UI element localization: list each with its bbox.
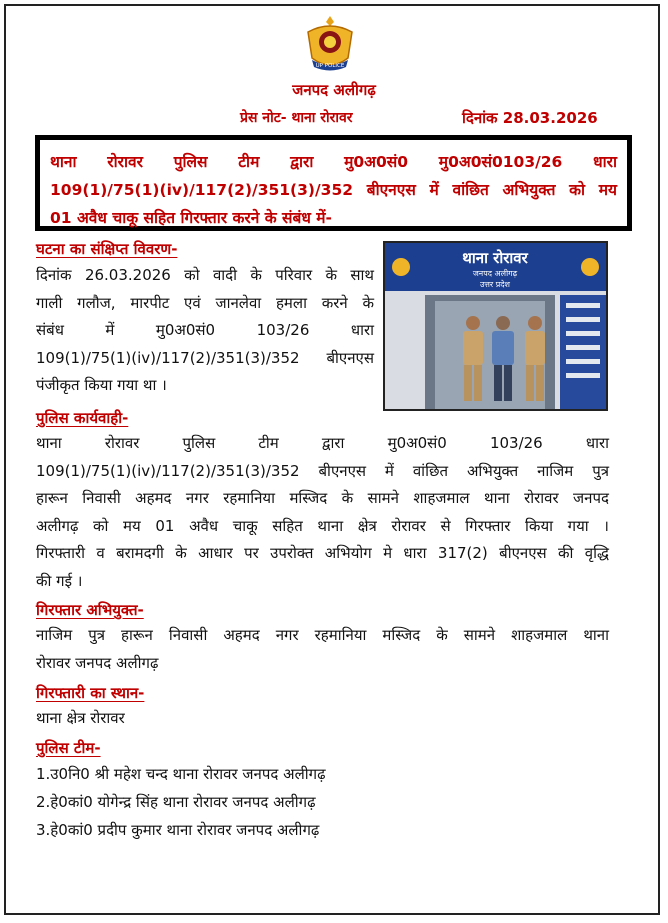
police-action-heading: पुलिस कार्यवाही- <box>36 409 129 427</box>
police-action-line: 109(1)/75(1)(iv)/117(2)/351(3)/352 बीएनएस में वांछित अभियुक्त नाजिम पुत्र <box>36 461 609 480</box>
team-list <box>36 760 326 844</box>
incident-text <box>36 262 374 400</box>
district-title: जनपद अलीगढ़ <box>292 81 376 99</box>
subject-line: थाना रोरावर पुलिस टीम द्वारा मु0अ0सं0 मु0अ0सं0103/26 धारा <box>50 153 617 171</box>
arrested-line: रोरावर जनपद अलीगढ़ <box>36 653 159 672</box>
arrested-heading: गिरफ्तार अभियुक्त- <box>36 601 144 619</box>
incident-line: गाली गलौज, मारपीट एवं जानलेवा हमला करने के <box>36 293 374 312</box>
police-action-line: अलीगढ़ को मय 01 अवैध चाकू सहित थाना क्षेत्र रोरावर से गिरफ्तार किया गया । <box>36 516 609 535</box>
incident-line: पंजीकृत किया गया था । <box>36 376 167 394</box>
press-note-date: दिनांक 28.03.2026 <box>462 109 598 127</box>
photo-sign-sub2: उत्तर प्रदेश <box>480 280 510 289</box>
arrested-line: नाजिम पुत्र हारून निवासी अहमद नगर रहमानिया मस्जिद के सामने शाहजमाल थाना <box>36 626 609 644</box>
team-heading: पुलिस टीम- <box>36 739 101 757</box>
photo-sign-title: थाना रोरावर <box>462 249 528 267</box>
press-note-title: प्रेस नोट- थाना रोरावर <box>240 110 353 126</box>
team-member: 2.हे0कां0 योगेन्द्र सिंह थाना रोरावर जनपद अलीगढ़ <box>36 793 316 811</box>
place-text: थाना क्षेत्र रोरावर <box>36 709 125 727</box>
police-action-text <box>36 430 609 595</box>
police-station-photo <box>385 243 606 409</box>
up-police-emblem <box>298 12 362 78</box>
police-action-line: थाना रोरावर पुलिस टीम द्वारा मु0अ0सं0 103/26 धारा <box>36 434 609 452</box>
subject-line: 01 अवैध चाकू सहित गिरफ्तार करने के संबंध में- <box>50 209 332 227</box>
subject-box <box>35 135 632 231</box>
team-member: 3.हे0कां0 प्रदीप कुमार थाना रोरावर जनपद अलीगढ़ <box>36 821 320 839</box>
arrest-photo <box>383 241 608 411</box>
photo-sign-sub1: जनपद अलीगढ़ <box>472 269 518 278</box>
incident-line: संबंध में मु0अ0सं0 103/26 धारा <box>36 321 374 339</box>
svg-text:UP POLICE: UP POLICE <box>315 63 345 69</box>
team-member: 1.उ0नि0 श्री महेश चन्द थाना रोरावर जनपद अलीगढ़ <box>36 765 326 783</box>
arrested-text <box>36 622 609 677</box>
police-action-line: हारून निवासी अहमद नगर रहमानिया मस्जिद के सामने शाहजमाल थाना रोरावर जनपद <box>36 489 609 507</box>
emblem-icon <box>298 12 362 78</box>
subject-line: 109(1)/75(1)(iv)/117(2)/351(3)/352 बीएनएस में वांछित अभियुक्त को मय <box>50 181 617 199</box>
incident-line: दिनांक 26.03.2026 को वादी के परिवार के साथ <box>36 266 374 284</box>
incident-line: 109(1)/75(1)(iv)/117(2)/351(3)/352 बीएनएस <box>36 348 374 367</box>
incident-heading: घटना का संक्षिप्त विवरण- <box>36 240 178 258</box>
place-heading: गिरफ्तारी का स्थान- <box>36 684 145 702</box>
police-action-line: की गई । <box>36 571 83 590</box>
police-action-line: गिरफ्तारी व बरामदगी के आधार पर उपरोक्त अभियोग मे धारा 317(2) बीएनएस की वृद्धि <box>36 544 609 562</box>
